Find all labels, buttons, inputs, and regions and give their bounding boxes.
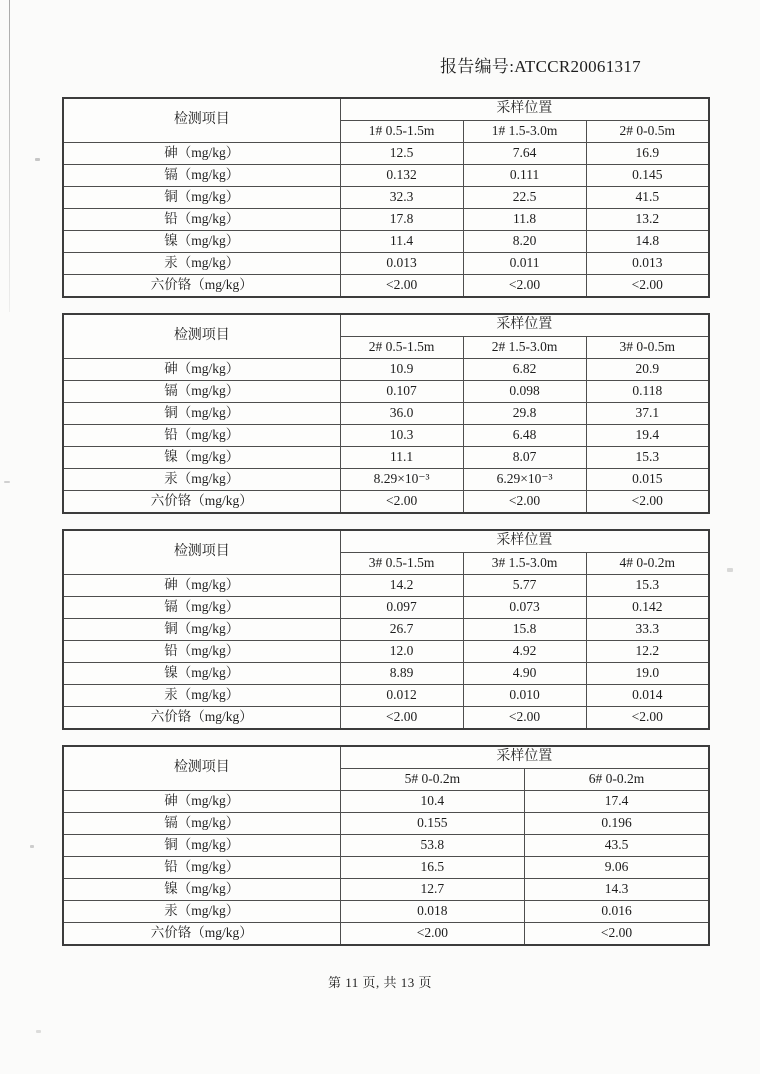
value-cell: 43.5 (525, 835, 709, 857)
value-cell: 11.4 (340, 231, 463, 253)
table-row (63, 813, 709, 835)
position-header-cell: 3# 1.5-3.0m (463, 553, 586, 575)
value-cell: 11.1 (340, 447, 463, 469)
value-cell: 0.013 (340, 253, 463, 275)
table-row (63, 187, 709, 209)
value-cell: 12.7 (340, 879, 524, 901)
value-cell: <2.00 (340, 491, 463, 514)
item-cell: 汞（mg/kg） (63, 253, 340, 275)
table-row (63, 663, 709, 685)
position-header-cell: 1# 1.5-3.0m (463, 121, 586, 143)
header-row-1 (63, 746, 709, 769)
value-cell: 0.014 (586, 685, 709, 707)
value-cell: 26.7 (340, 619, 463, 641)
value-cell: 0.196 (525, 813, 709, 835)
value-cell: 6.82 (463, 359, 586, 381)
item-column-header: 检测项目 (63, 746, 340, 791)
table-row (63, 619, 709, 641)
value-cell: 29.8 (463, 403, 586, 425)
value-cell: 0.013 (586, 253, 709, 275)
value-cell: 14.2 (340, 575, 463, 597)
value-cell: <2.00 (586, 707, 709, 730)
value-cell: <2.00 (586, 275, 709, 298)
table-row (63, 835, 709, 857)
value-cell: 36.0 (340, 403, 463, 425)
table-row (63, 901, 709, 923)
value-cell: 0.155 (340, 813, 524, 835)
item-cell: 汞（mg/kg） (63, 469, 340, 491)
value-cell: 8.20 (463, 231, 586, 253)
item-cell: 六价铬（mg/kg） (63, 707, 340, 730)
value-cell: 0.111 (463, 165, 586, 187)
value-cell: 32.3 (340, 187, 463, 209)
value-cell: 7.64 (463, 143, 586, 165)
value-cell: 12.2 (586, 641, 709, 663)
value-cell: 0.018 (340, 901, 524, 923)
table-row (63, 403, 709, 425)
header-row-1 (63, 314, 709, 337)
item-cell: 镍（mg/kg） (63, 663, 340, 685)
value-cell: 10.9 (340, 359, 463, 381)
table-row (63, 143, 709, 165)
header-row-1 (63, 530, 709, 553)
value-cell: 0.015 (586, 469, 709, 491)
value-cell: 15.3 (586, 575, 709, 597)
item-cell: 铅（mg/kg） (63, 641, 340, 663)
value-cell: 0.107 (340, 381, 463, 403)
item-cell: 砷（mg/kg） (63, 359, 340, 381)
table-row (63, 597, 709, 619)
value-cell: 6.29×10⁻³ (463, 469, 586, 491)
item-cell: 镍（mg/kg） (63, 231, 340, 253)
value-cell: 0.073 (463, 597, 586, 619)
value-cell: <2.00 (463, 491, 586, 514)
table-row (63, 685, 709, 707)
scan-speck (4, 481, 10, 483)
table-row (63, 491, 709, 514)
value-cell: 0.016 (525, 901, 709, 923)
value-cell: 12.0 (340, 641, 463, 663)
scan-speck (36, 1030, 41, 1033)
value-cell: 9.06 (525, 857, 709, 879)
value-cell: <2.00 (525, 923, 709, 946)
value-cell: 53.8 (340, 835, 524, 857)
value-cell: 16.5 (340, 857, 524, 879)
value-cell: 0.142 (586, 597, 709, 619)
value-cell: 37.1 (586, 403, 709, 425)
value-cell: <2.00 (340, 923, 524, 946)
scan-artifact-line (9, 0, 10, 312)
data-table-4 (62, 745, 710, 946)
value-cell: 0.097 (340, 597, 463, 619)
table-row (63, 253, 709, 275)
value-cell: 10.4 (340, 791, 524, 813)
value-cell: 5.77 (463, 575, 586, 597)
sampling-position-header: 采样位置 (340, 98, 709, 121)
value-cell: 14.8 (586, 231, 709, 253)
item-column-header: 检测项目 (63, 314, 340, 359)
value-cell: 0.010 (463, 685, 586, 707)
item-cell: 镍（mg/kg） (63, 879, 340, 901)
value-cell: 8.89 (340, 663, 463, 685)
item-cell: 汞（mg/kg） (63, 685, 340, 707)
value-cell: 19.0 (586, 663, 709, 685)
sampling-position-header: 采样位置 (340, 314, 709, 337)
table-row (63, 275, 709, 298)
item-cell: 铅（mg/kg） (63, 857, 340, 879)
value-cell: 15.3 (586, 447, 709, 469)
value-cell: 11.8 (463, 209, 586, 231)
table-row (63, 359, 709, 381)
data-table-2 (62, 313, 710, 514)
item-cell: 铜（mg/kg） (63, 835, 340, 857)
value-cell: <2.00 (340, 707, 463, 730)
position-header-cell: 2# 1.5-3.0m (463, 337, 586, 359)
value-cell: 0.012 (340, 685, 463, 707)
value-cell: <2.00 (463, 275, 586, 298)
item-cell: 镍（mg/kg） (63, 447, 340, 469)
value-cell: 6.48 (463, 425, 586, 447)
item-cell: 铅（mg/kg） (63, 209, 340, 231)
position-header-cell: 5# 0-0.2m (340, 769, 524, 791)
value-cell: 15.8 (463, 619, 586, 641)
value-cell: 20.9 (586, 359, 709, 381)
value-cell: 0.011 (463, 253, 586, 275)
item-column-header: 检测项目 (63, 530, 340, 575)
report-number: 报告编号:ATCCR20061317 (440, 57, 641, 76)
table-row (63, 641, 709, 663)
value-cell: 13.2 (586, 209, 709, 231)
value-cell: 17.8 (340, 209, 463, 231)
value-cell: 4.92 (463, 641, 586, 663)
position-header-cell: 3# 0.5-1.5m (340, 553, 463, 575)
item-cell: 铜（mg/kg） (63, 619, 340, 641)
scan-speck (35, 158, 40, 161)
position-header-cell: 1# 0.5-1.5m (340, 121, 463, 143)
item-cell: 镉（mg/kg） (63, 813, 340, 835)
item-cell: 镉（mg/kg） (63, 165, 340, 187)
value-cell: 4.90 (463, 663, 586, 685)
value-cell: 16.9 (586, 143, 709, 165)
item-cell: 镉（mg/kg） (63, 597, 340, 619)
position-header-cell: 4# 0-0.2m (586, 553, 709, 575)
value-cell: 0.145 (586, 165, 709, 187)
value-cell: <2.00 (463, 707, 586, 730)
table-row (63, 209, 709, 231)
value-cell: 14.3 (525, 879, 709, 901)
item-cell: 砷（mg/kg） (63, 575, 340, 597)
position-header-cell: 2# 0.5-1.5m (340, 337, 463, 359)
scan-speck (727, 568, 733, 572)
data-table-3 (62, 529, 710, 730)
table-row (63, 425, 709, 447)
value-cell: 8.29×10⁻³ (340, 469, 463, 491)
scan-speck (30, 845, 34, 848)
sampling-position-header: 采样位置 (340, 530, 709, 553)
item-cell: 铅（mg/kg） (63, 425, 340, 447)
item-cell: 汞（mg/kg） (63, 901, 340, 923)
table-row (63, 165, 709, 187)
table-row (63, 923, 709, 946)
value-cell: 10.3 (340, 425, 463, 447)
item-cell: 六价铬（mg/kg） (63, 923, 340, 946)
table-row (63, 231, 709, 253)
table-row (63, 447, 709, 469)
value-cell: 0.132 (340, 165, 463, 187)
tables-container (62, 97, 710, 961)
value-cell: 22.5 (463, 187, 586, 209)
item-cell: 砷（mg/kg） (63, 791, 340, 813)
value-cell: <2.00 (586, 491, 709, 514)
value-cell: 33.3 (586, 619, 709, 641)
item-cell: 铜（mg/kg） (63, 403, 340, 425)
item-column-header: 检测项目 (63, 98, 340, 143)
position-header-cell: 2# 0-0.5m (586, 121, 709, 143)
header-row-1 (63, 98, 709, 121)
table-row (63, 381, 709, 403)
item-cell: 镉（mg/kg） (63, 381, 340, 403)
position-header-cell: 6# 0-0.2m (525, 769, 709, 791)
item-cell: 六价铬（mg/kg） (63, 275, 340, 298)
item-cell: 砷（mg/kg） (63, 143, 340, 165)
table-row (63, 575, 709, 597)
table-row (63, 857, 709, 879)
sampling-position-header: 采样位置 (340, 746, 709, 769)
value-cell: 41.5 (586, 187, 709, 209)
item-cell: 六价铬（mg/kg） (63, 491, 340, 514)
value-cell: 0.118 (586, 381, 709, 403)
table-row (63, 707, 709, 730)
data-table-1 (62, 97, 710, 298)
value-cell: 17.4 (525, 791, 709, 813)
table-row (63, 791, 709, 813)
table-row (63, 879, 709, 901)
value-cell: 19.4 (586, 425, 709, 447)
page-footer: 第 11 页, 共 13 页 (327, 975, 433, 990)
table-row (63, 469, 709, 491)
value-cell: 8.07 (463, 447, 586, 469)
item-cell: 铜（mg/kg） (63, 187, 340, 209)
position-header-cell: 3# 0-0.5m (586, 337, 709, 359)
value-cell: <2.00 (340, 275, 463, 298)
value-cell: 0.098 (463, 381, 586, 403)
value-cell: 12.5 (340, 143, 463, 165)
